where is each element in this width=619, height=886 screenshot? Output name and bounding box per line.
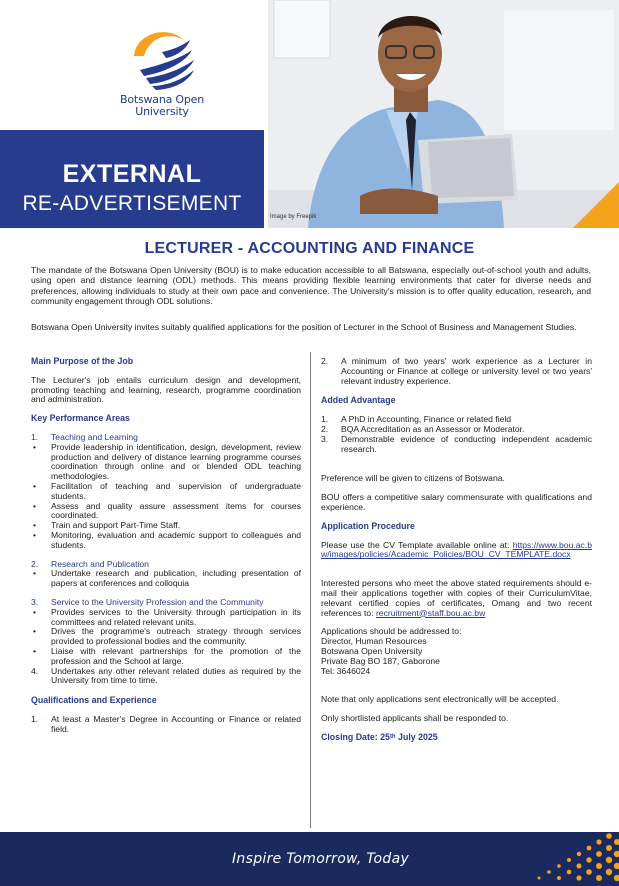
list-item: • Liaise with relevant partnerships for the promotion of the profession and the School at large. — [31, 647, 301, 667]
job-title: LECTURER - ACCOUNTING AND FINANCE — [144, 240, 475, 257]
kpa-other-text: Undertakes any other relevant related duties as required by the University from time to time. — [51, 665, 301, 686]
list-text: BQA Accreditation as an Assessor or Moderator. — [341, 423, 525, 434]
address-line: Tel: 3646024 — [321, 665, 371, 676]
kpa-number: 4. — [31, 665, 39, 676]
electronic-note: Note that only applications sent electronically will be accepted. — [321, 694, 559, 705]
right-column — [321, 357, 592, 752]
submission-instruction — [321, 579, 592, 618]
address-line: Private Bag BO 187, Gaborone — [321, 655, 440, 666]
qualification-item — [31, 715, 301, 735]
kpa-number: 2. — [31, 558, 39, 569]
kpa-research-list — [31, 569, 301, 589]
left-column — [31, 357, 301, 735]
address-block — [321, 627, 592, 676]
image-credit: Image by Freepik — [270, 214, 317, 220]
banner-external: EXTERNAL — [62, 160, 202, 188]
list-item: • Monitoring, evaluation and academic support to colleagues and students. — [31, 531, 301, 551]
logo-name-line1: Botswana Open — [119, 93, 205, 106]
list-number: 1. — [321, 414, 329, 425]
closing-date — [321, 733, 592, 743]
intro-mandate: The mandate of the Botswana Open University (BOU) is to make education accessible to all Batswana, especially out-of-school youth and adults, using open and distance learning (ODL) methods. This means providing flexible learning environments that cater for diverse needs and preferences, allowing individuals to study at their own pace and convenience. The University's mission is to offer quality education, research, and community engagement through ODL solutions. — [31, 265, 591, 306]
list-number: 3. — [321, 433, 329, 444]
closing-date-suffix: th — [389, 733, 396, 740]
salary-statement: BOU offers a competitive salary commensurate with qualifications and experience. — [321, 492, 592, 512]
kpa-title: Teaching and Learning — [51, 431, 138, 442]
header-photo — [268, 0, 619, 228]
list-item: • Facilitation of teaching and supervision of undergraduate students. — [31, 482, 301, 502]
address-line: Director, Human Resources — [321, 636, 427, 647]
purpose-heading: Main Purpose of the Job — [31, 356, 134, 366]
kpa-title: Research and Publication — [51, 558, 149, 569]
kpa-title: Service to the University Profession and the Community — [51, 596, 264, 607]
list-item — [321, 435, 592, 455]
logo-swoosh-icon — [126, 26, 198, 90]
list-item: • Provides services to the University through participation in its committees and related relevant units. — [31, 608, 301, 628]
banner-readvertisement: RE-ADVERTISEMENT — [22, 192, 242, 215]
qualifications-heading: Qualifications and Experience — [31, 695, 157, 706]
application-procedure-heading: Application Procedure — [321, 520, 415, 531]
list-item: • Assess and quality assure assessment items for courses coordinated. — [31, 502, 301, 522]
dot-pattern-icon — [469, 832, 619, 886]
cv-template-text: Please use the CV Template available online at: — [321, 539, 513, 550]
added-advantage-heading: Added Advantage — [321, 395, 396, 406]
qualification-number: 1. — [31, 713, 39, 724]
list-item: • Drives the programme's outreach strategy through services provided to professional bodies and the community. — [31, 627, 301, 647]
list-number: 2. — [321, 423, 329, 434]
qualification-item — [321, 357, 592, 386]
kpa-service-list — [31, 608, 301, 667]
logo-name-line2: University — [135, 105, 189, 118]
footer-bar — [0, 832, 619, 886]
address-line: Botswana Open University — [321, 645, 423, 656]
qualification-text: At least a Master's Degree in Accounting or Finance or related field. — [51, 713, 301, 734]
qualification-number: 2. — [321, 356, 329, 366]
closing-date-label: Closing Date: 25 — [321, 731, 390, 742]
kpa-other-duties — [31, 667, 301, 687]
submission-text: Interested persons who meet the above stated requirements should e-mail their applications together with copies of their CurriculumVitae, relevant certified copies of certificates, Omang and two recent references to: — [321, 578, 592, 618]
address-intro: Applications should be addressed to: — [321, 626, 462, 637]
cv-template-link[interactable]: https://www.bou.ac.bw/images/policies/Academic_Policies/BOU_CV_TEMPLATE.docx — [321, 539, 592, 560]
header — [0, 0, 619, 228]
column-divider — [310, 352, 311, 828]
cv-template-instruction — [321, 541, 592, 561]
header-left-panel — [0, 0, 268, 228]
shortlist-note: Only shortlisted applicants shall be responded to. — [321, 713, 509, 724]
list-text: A PhD in Accounting, Finance or related field — [341, 414, 512, 425]
kpa-teaching-list — [31, 443, 301, 551]
purpose-text: The Lecturer's job entails curriculum design and development, promoting teaching and learning, research, programme coordination and administration. — [31, 374, 301, 405]
closing-date-month: July 2025 — [395, 731, 438, 742]
intro-invitation: Botswana Open University invites suitably qualified applications for the position of Lecturer in the School of Business and Management Studies. — [31, 322, 577, 332]
list-item: • Provide leadership in identification, design, development, review production and delivery of distance learning programme courses coordination through online and or blended ODL teaching methodologies. — [31, 443, 301, 482]
orange-corner-accent — [573, 182, 619, 228]
recruitment-email-link[interactable]: recruitment@staff.bou.ac.bw — [375, 607, 486, 618]
kpa-number: 3. — [31, 596, 39, 607]
advert-banner — [0, 130, 264, 228]
qualification-text: A minimum of two years' work experience as a Lecturer in Accounting or Finance at college or university level or two years' relevant industry experience. — [341, 356, 592, 386]
university-logo — [112, 26, 212, 126]
list-text: Demonstrable evidence of conducting independent academic research. — [341, 433, 592, 454]
logo-name — [112, 94, 212, 118]
list-item: • Train and support Part-Time Staff. — [31, 521, 301, 531]
kpa-heading: Key Performance Areas — [31, 413, 130, 424]
man-with-laptop-illustration — [268, 0, 619, 228]
citizen-preference: Preference will be given to citizens of Botswana. — [321, 473, 505, 484]
kpa-number: 1. — [31, 431, 39, 442]
footer-tagline: Inspire Tomorrow, Today — [232, 851, 410, 867]
list-item: • Undertake research and publication, including presentation of papers at conferences and colloquia — [31, 569, 301, 589]
